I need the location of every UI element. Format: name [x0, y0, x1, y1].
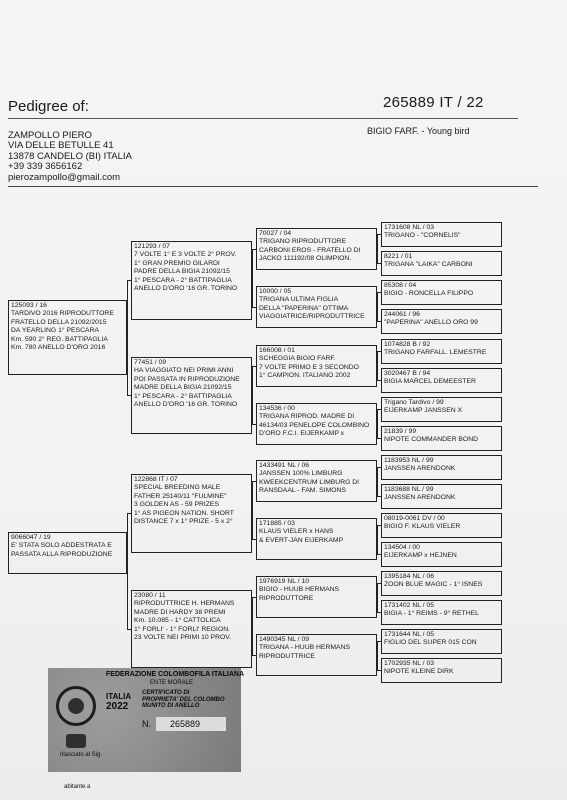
box-line: HA VIAGGIATO NEI PRIMI ANNI	[134, 367, 234, 375]
box-line: TRIGANA ULTIMA FIGLIA	[259, 296, 339, 304]
sire-dam-box	[131, 357, 252, 434]
connector-vertical	[377, 467, 378, 496]
g4-box-14	[381, 600, 502, 625]
box-line: 23080 / 11	[134, 592, 166, 599]
box-line: 3 GOLDEN AS - 59 PRIZES	[134, 501, 219, 509]
box-line: SPECIAL BREEDING MALE	[134, 484, 221, 492]
box-line: KWEEKCENTRUM LIMBURG DI	[259, 478, 360, 486]
box-line: TRIGANA "LAIKA" CARBONI	[384, 261, 473, 269]
box-line: 1183953 NL / 99	[384, 457, 434, 464]
box-line: BIGIA - 1° REIMS - 9° RETHEL	[384, 610, 479, 618]
box-line: ZOON BLUE MAGIC - 1° ISNES	[384, 581, 483, 589]
federation-logo-icon	[56, 686, 96, 726]
box-line: PASSATA ALLA RIPRODUZIONE	[11, 550, 113, 558]
owner-street: VIA DELLE BETULLE 41	[8, 140, 114, 152]
stamp-year: 2022	[106, 701, 129, 712]
box-line: 134536 / 00	[259, 405, 295, 412]
g4-box-1	[381, 222, 502, 247]
box-line: DELLA "PAPERINA" OTTIMA	[259, 304, 349, 312]
connector-vertical	[377, 409, 378, 438]
box-line: BIGIO - RONCELLA FILIPPO	[384, 290, 474, 298]
connector-horizontal	[377, 263, 381, 264]
box-line: NIPOTE KLEINE DIRK	[384, 668, 454, 676]
owner-email: pierozampollo@gmail.com	[8, 171, 121, 183]
box-line: 1976919 NL / 10	[259, 578, 310, 585]
address-divider	[8, 186, 538, 187]
box-line: BIGIO - HUUB HERMANS	[259, 586, 340, 594]
box-line: RANSDAAL - FAM. SIMONS	[259, 487, 346, 495]
ring-number: 265889 IT / 22	[383, 94, 484, 111]
box-line: 85308 / 04	[384, 282, 417, 289]
box-line: ANELLO D'ORO '16 GR. TORINO	[134, 401, 238, 409]
box-line: MADRE DELLA BIGIA 21092/15	[134, 384, 232, 392]
box-line: ANELLO D'ORO '16 GR. TORINO	[134, 285, 238, 293]
connector-horizontal	[377, 612, 381, 613]
g3-box-1	[256, 228, 377, 270]
g4-box-3	[381, 280, 502, 305]
g4-text-4	[382, 310, 501, 328]
connector-horizontal	[377, 321, 381, 322]
owner-name: ZAMPOLLO PIERO	[8, 130, 92, 141]
sire-box	[8, 300, 127, 375]
box-line: 1731608 NL / 03	[384, 224, 435, 231]
box-line: EIJERKAMP x HEJNEN	[384, 552, 457, 560]
stamp-cert-line-2: PROPRIETA' DEL COLOMBO	[142, 696, 225, 703]
g3-text-3	[257, 346, 376, 381]
stamp-ente: ENTE MORALE	[150, 680, 194, 686]
g3-box-7	[256, 576, 377, 618]
box-line: FRATELLO DELLA 21092/2015	[11, 318, 107, 326]
g4-text-14	[382, 601, 501, 619]
g4-text-15	[382, 630, 501, 648]
connector-vertical	[377, 292, 378, 321]
box-line: MADRE DI HARDY 38 PREMI	[134, 608, 226, 616]
connector-vertical	[377, 525, 378, 554]
ownership-certificate-stamp	[48, 668, 245, 772]
g3-text-7	[257, 577, 376, 603]
box-line: 70027 / 04	[259, 230, 292, 237]
box-line: Km. 590 2° REG. BATTIPAGLIA	[11, 335, 108, 343]
connector-vertical	[377, 234, 378, 263]
connector-horizontal	[377, 670, 381, 671]
connector-horizontal	[252, 366, 256, 367]
g4-box-13	[381, 571, 502, 596]
box-line: 7 VOLTE 1° E 3 VOLTE 2° PROV.	[134, 251, 237, 259]
g3-box-8	[256, 634, 377, 676]
g3-text-4	[257, 404, 376, 439]
box-line: TRIGANO FARFALL. LEMESTRE	[384, 349, 487, 357]
g3-text-1	[257, 229, 376, 264]
connector-vertical	[377, 351, 378, 380]
sire-sire-box	[131, 241, 252, 320]
connector-horizontal	[127, 513, 131, 514]
page-title: Pedigree of:	[8, 98, 89, 115]
box-line: 8221 / 01	[384, 253, 413, 260]
connector-vertical	[252, 597, 253, 655]
dam-sire-text	[132, 475, 251, 526]
connector-vertical	[127, 280, 128, 395]
header-divider	[8, 118, 518, 119]
box-line: BIGIO F. KLAUS VIELER	[384, 523, 461, 531]
connector-vertical	[377, 641, 378, 670]
box-line: RIPRODUTTORE	[259, 594, 314, 602]
sire-sire-text	[132, 242, 251, 293]
box-line: 1731402 NL / 05	[384, 602, 435, 609]
g3-text-6	[257, 519, 376, 545]
dam-sire-box	[131, 474, 252, 553]
dam-text	[9, 533, 126, 559]
connector-horizontal	[127, 280, 131, 281]
box-line: JACKO 111192/08 OLIMPION.	[259, 255, 352, 263]
g4-box-7	[381, 397, 502, 422]
connector-horizontal	[252, 249, 256, 250]
box-line: 23 VOLTE NEI PRIMI 10 PROV.	[134, 634, 232, 642]
g4-box-15	[381, 629, 502, 654]
box-line: JANSSEN 100% LIMBURG	[259, 470, 343, 478]
box-line: FIGLIO DEL SUPER 015 CON	[384, 639, 477, 647]
g4-text-13	[382, 572, 501, 590]
g4-box-11	[381, 513, 502, 538]
g4-box-12	[381, 542, 502, 567]
box-line: 7 VOLTE PRIMO E 3 SECONDO	[259, 363, 359, 371]
box-line: TRIGANA RIPROD. MADRE DI	[259, 413, 355, 421]
box-line: 77451 / 09	[134, 359, 167, 366]
box-line: DISTANCE 7 x 1° PRIZE - 5 x 2°	[134, 518, 233, 526]
connector-horizontal	[377, 525, 381, 526]
box-line: 244061 / 96	[384, 311, 420, 318]
box-line: TRIGANO RIPRODUTTORE	[259, 238, 347, 246]
box-line: RIPRODUTTRICE	[259, 652, 315, 660]
dam-dam-box	[131, 590, 252, 668]
connector-horizontal	[127, 629, 131, 630]
connector-horizontal	[252, 481, 256, 482]
box-line: 1490345 NL / 09	[259, 636, 310, 643]
box-line: BIGIA MARCEL DEMEESTER	[384, 378, 476, 386]
stamp-resident: abitante a	[64, 784, 91, 790]
box-line: 46134/03 PENELOPE COLOMBINO	[259, 421, 370, 429]
connector-horizontal	[377, 467, 381, 468]
g4-text-5	[382, 340, 501, 358]
stamp-certificate-text	[142, 690, 225, 710]
box-line: KLAUS VIELER x HANS	[259, 528, 334, 536]
stamp-issued-to: rilasciato al Sig.	[60, 752, 103, 758]
connector-horizontal	[377, 554, 381, 555]
g4-box-6	[381, 368, 502, 393]
sire-text	[9, 301, 126, 352]
box-line: 1702935 NL / 03	[384, 660, 435, 667]
box-line: 125093 / 16	[11, 302, 47, 309]
g4-box-10	[381, 484, 502, 509]
box-line: 08019-0061 DV / 00	[384, 515, 445, 522]
connector-vertical	[127, 513, 128, 629]
connector-horizontal	[377, 409, 381, 410]
box-line: EIJERKAMP JANSSEN X	[384, 407, 463, 415]
box-line: 134504 / 00	[384, 544, 420, 551]
box-line: 1731644 NL / 05	[384, 631, 435, 638]
connector-horizontal	[377, 351, 381, 352]
box-line: 10000 / 05	[259, 288, 292, 295]
connector-horizontal	[252, 597, 256, 598]
g3-text-8	[257, 635, 376, 661]
g4-text-10	[382, 485, 501, 503]
g4-box-5	[381, 339, 502, 364]
box-line: & EVERT-JAN EIJERKAMP	[259, 536, 344, 544]
g4-text-9	[382, 456, 501, 474]
stamp-number-label: N.	[142, 719, 151, 729]
owner-address	[8, 131, 132, 183]
box-line: TRIGANA - HUUB HERMANS	[259, 644, 351, 652]
g3-box-3	[256, 345, 377, 387]
box-line: TRIGANO - "CORNELIS"	[384, 232, 461, 240]
box-line: JANSSEN ARENDONK	[384, 465, 456, 473]
connector-horizontal	[127, 395, 131, 396]
box-line: 21839 / 99	[384, 428, 417, 435]
g4-text-8	[382, 427, 501, 445]
connector-horizontal	[377, 234, 381, 235]
dam-dam-text	[132, 591, 251, 642]
box-line: 1° GRAN PREMIO GILARDI	[134, 259, 220, 267]
connector-vertical	[252, 249, 253, 307]
box-line: 1395184 NL / 06	[384, 573, 435, 580]
dam-box	[8, 532, 127, 574]
box-line: 1183688 NL / 99	[384, 486, 434, 493]
g4-text-11	[382, 514, 501, 532]
connector-vertical	[252, 481, 253, 539]
owner-city: 13878 CANDELO (BI) ITALIA	[8, 150, 132, 162]
g3-box-4	[256, 403, 377, 445]
g4-text-1	[382, 223, 501, 241]
stamp-cert-line-1: CERTIFICATO DI	[142, 690, 190, 696]
connector-horizontal	[252, 307, 256, 308]
connector-vertical	[377, 583, 378, 612]
box-line: NIPOTE COMMANDER BOND	[384, 436, 479, 444]
stamp-cert-line-3: MUNITO DI ANELLO	[142, 703, 200, 710]
g4-text-6	[382, 369, 501, 387]
g4-text-12	[382, 543, 501, 561]
connector-horizontal	[377, 496, 381, 497]
g4-box-9	[381, 455, 502, 480]
g3-box-5	[256, 460, 377, 502]
box-line: 1° AS PIGEON NATION. SHORT	[134, 509, 234, 517]
stamp-country: ITALIA	[106, 692, 132, 701]
box-line: 171885 / 03	[259, 520, 295, 527]
connector-horizontal	[377, 438, 381, 439]
connector-horizontal	[377, 641, 381, 642]
g4-text-2	[382, 252, 501, 270]
g4-box-16	[381, 658, 502, 683]
stamp-federation: FEDERAZIONE COLOMBOFILA ITALIANA	[106, 671, 245, 678]
sire-dam-text	[132, 358, 251, 409]
box-line: CARBONI EROS - FRATELLO DI	[259, 246, 361, 254]
g4-box-4	[381, 309, 502, 334]
box-line: 1° CAMPION. ITALIANO 2002	[259, 372, 351, 380]
box-line: 1° PESCARA - 2° BATTIPAGLIA	[134, 276, 232, 284]
connector-horizontal	[252, 424, 256, 425]
g3-box-2	[256, 286, 377, 328]
box-line: TARDIVO 2016 RIPRODUTTORE	[11, 310, 114, 318]
box-line: DA YEARLING 1° PESCARA	[11, 327, 99, 335]
box-line: PADRE DELLA BIGIA 21092/15	[134, 268, 230, 276]
box-line: JANSSEN ARENDONK	[384, 494, 456, 502]
box-line: FATHER 25140/11 "FULMINE"	[134, 492, 227, 500]
connector-horizontal	[377, 380, 381, 381]
box-line: 1433491 NL / 06	[259, 462, 310, 469]
connector-horizontal	[377, 292, 381, 293]
box-line: RIPRODUTTRICE H. HERMANS	[134, 600, 235, 608]
fips-badge-icon	[66, 734, 86, 748]
connector-vertical	[252, 366, 253, 424]
box-line: VIAGGIATRICE/RIPRODUTTRICE	[259, 313, 365, 321]
g3-box-6	[256, 518, 377, 560]
box-line: 122868 IT / 07	[134, 476, 178, 483]
box-line: "PAPERINA" ANELLO ORO 99	[384, 319, 478, 327]
box-line: E' STATA SOLO ADDESTRATA E	[11, 542, 112, 550]
box-line: SCHEGGIA BIGIO FARF.	[259, 355, 336, 363]
g3-text-2	[257, 287, 376, 322]
stamp-number: 265889	[156, 717, 226, 731]
box-line: 1074828 B / 92	[384, 341, 431, 348]
bird-name: BIGIO FARF. - Young bird	[367, 126, 470, 136]
g4-text-3	[382, 281, 501, 299]
g4-box-2	[381, 251, 502, 276]
owner-phone: +39 339 3656162	[8, 161, 83, 173]
box-line: Km. 10.085 - 1° CATTOLICA	[134, 617, 221, 625]
connector-horizontal	[377, 583, 381, 584]
box-line: POI PASSATA IN RIPRODUZIONE	[134, 375, 240, 383]
box-line: Trigano Tardivo / 99	[384, 399, 444, 406]
connector-horizontal	[252, 539, 256, 540]
box-line: 1° FORLI' - 1° FORLI' REGION.	[134, 625, 231, 633]
box-line: D'ORO F.C.I. EIJERKAMP x	[259, 430, 345, 438]
g4-text-7	[382, 398, 501, 416]
g4-box-8	[381, 426, 502, 451]
box-line: Km. 780 ANELLO D'ORO 2016	[11, 344, 106, 352]
g3-text-5	[257, 461, 376, 496]
box-line: 1° PESCARA - 2° BATTIPAGLIA	[134, 392, 232, 400]
box-line: 121293 / 07	[134, 243, 170, 250]
g4-text-16	[382, 659, 501, 677]
box-line: 166008 / 01	[259, 347, 295, 354]
box-line: 9066047 / 19	[11, 534, 51, 541]
connector-horizontal	[252, 655, 256, 656]
box-line: 3020467 B / 94	[384, 370, 431, 377]
